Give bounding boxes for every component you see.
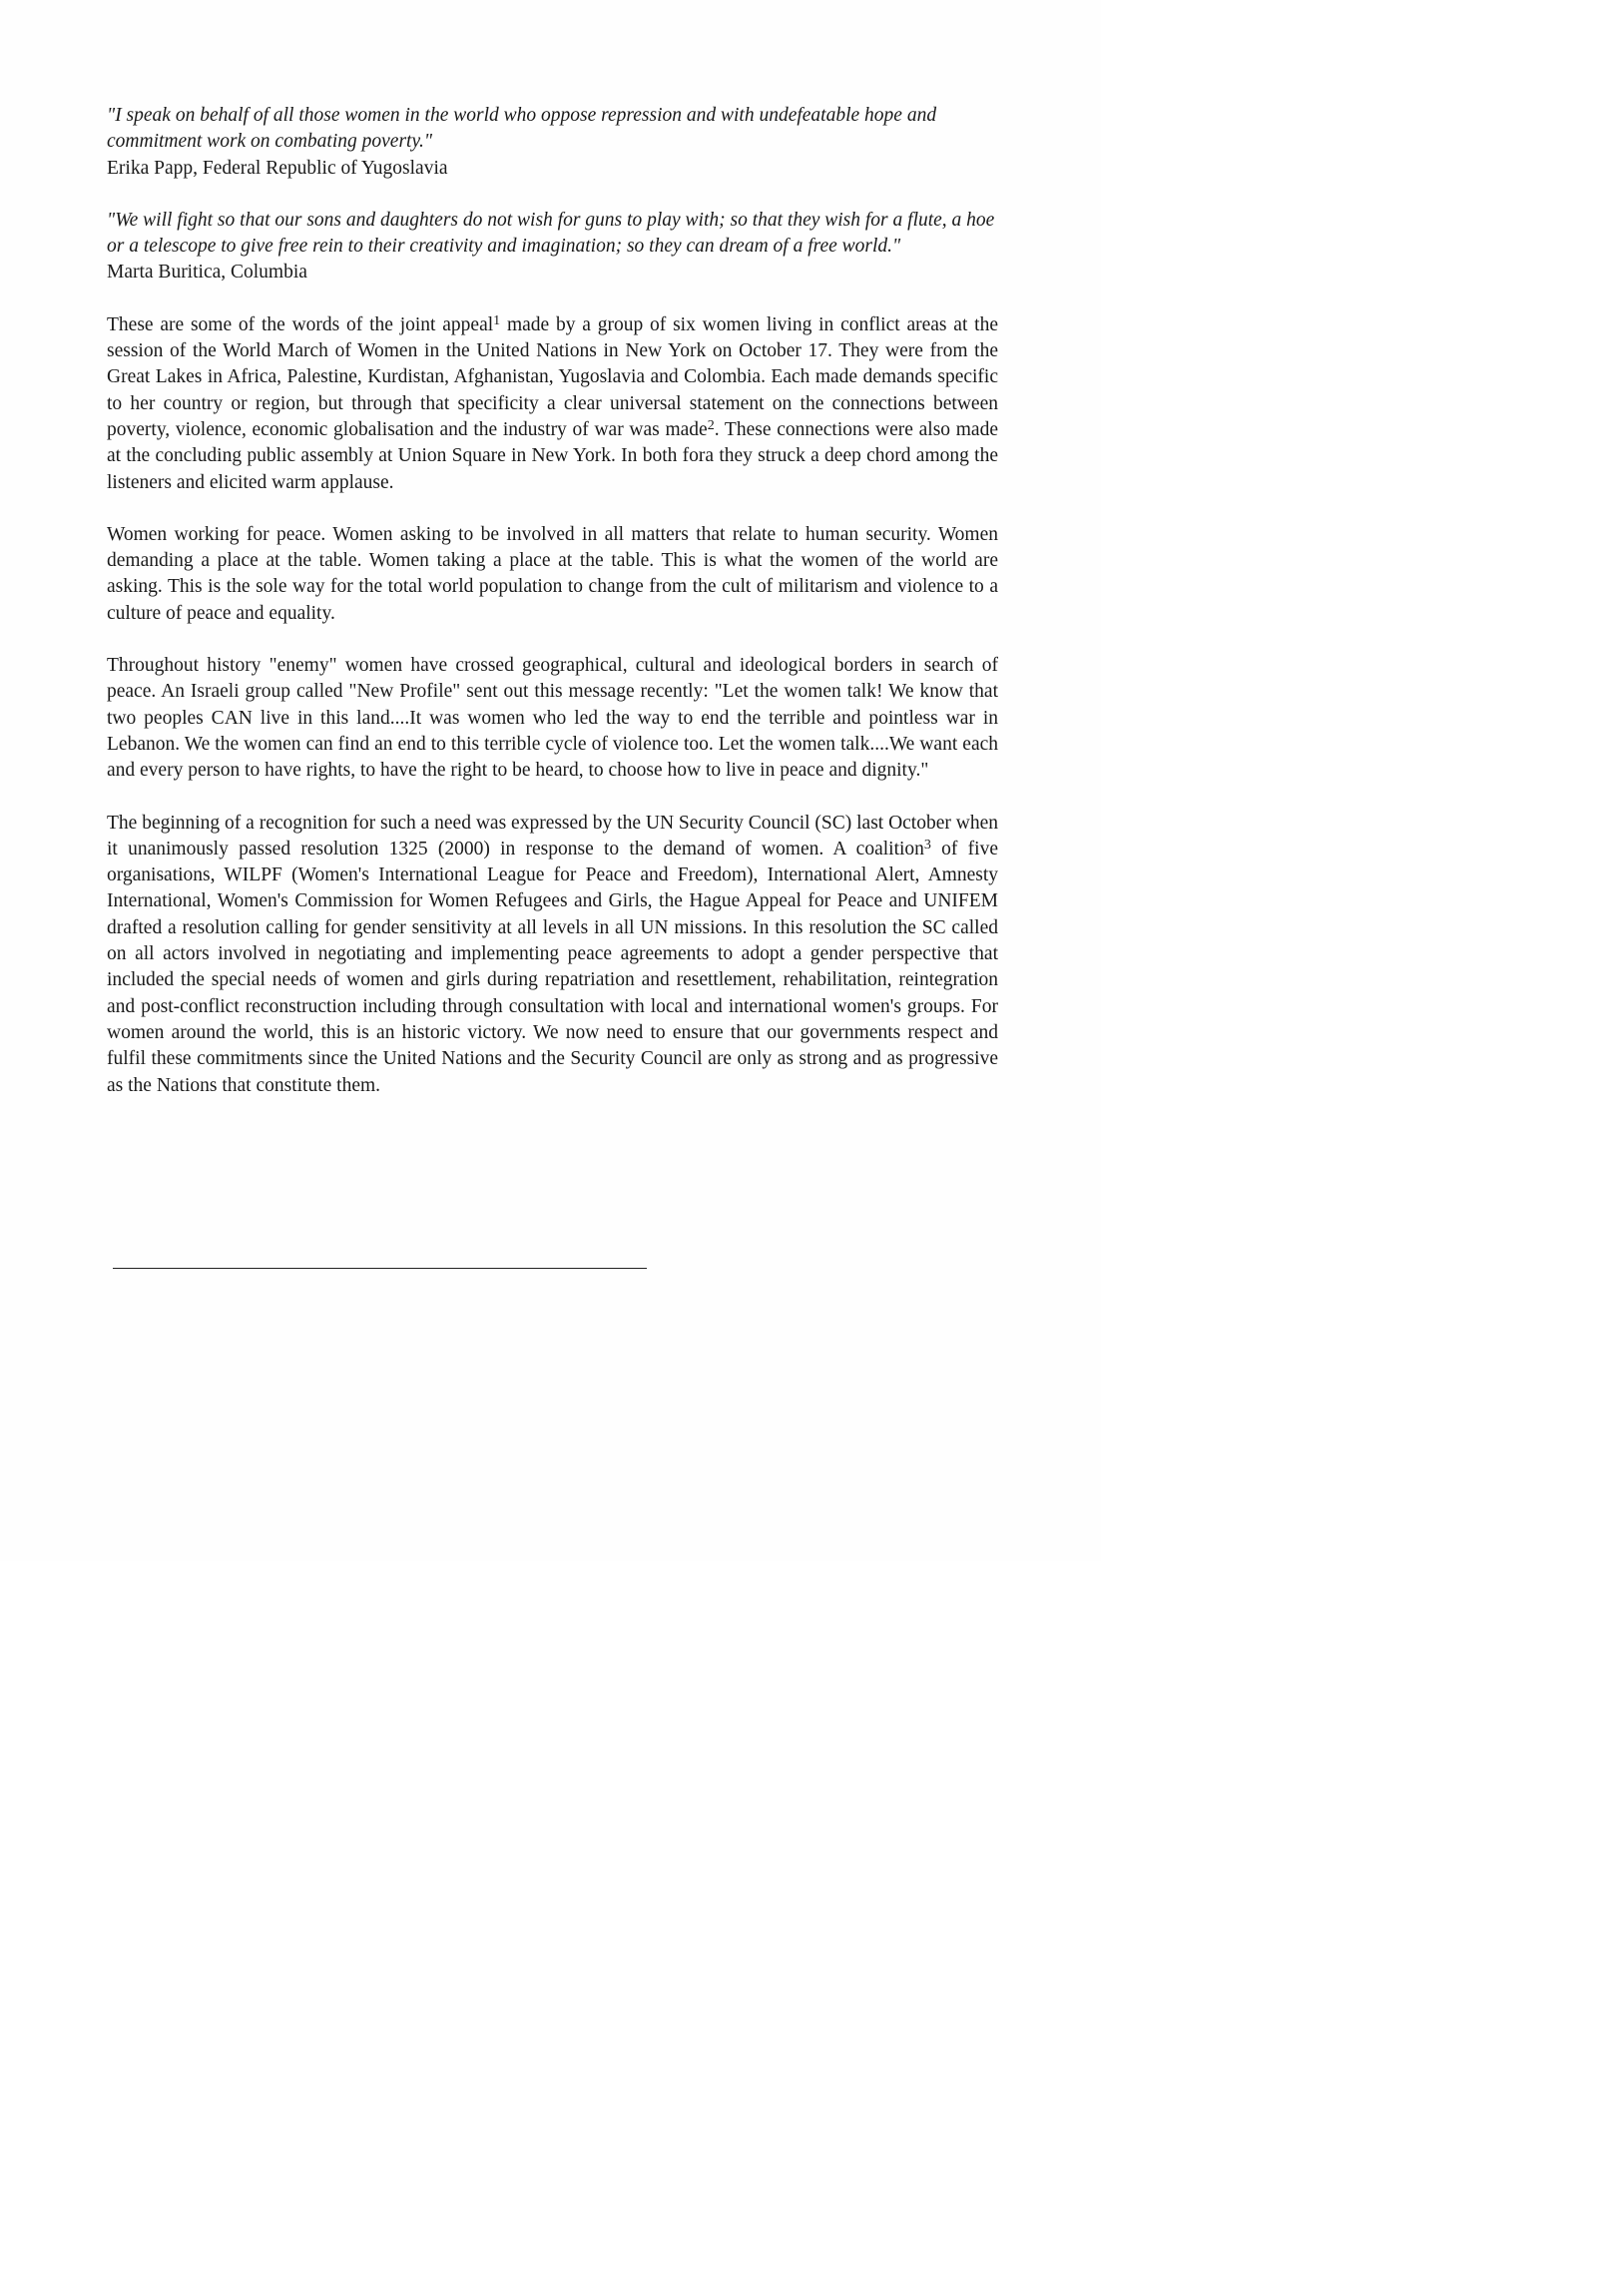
quote-text: "We will fight so that our sons and daughters do not wish for guns to play with; so that they wish for a flute, a hoe or a telescope to give free rein to their creativity and imagination; so they can dream of a free world.": [107, 209, 995, 258]
paragraph-women-peace: Women working for peace. Women asking to be involved in all matters that relate to human security. Women demanding a place at the table. Women taking a place at the table. This is what the women of the world are asking. This is the sole way for the total world population to change from the cult of militarism and violence to a culture of peace and equality.: [107, 523, 998, 624]
footnote-ref-1: 1: [493, 312, 501, 328]
quote-block-buritica: [107, 208, 998, 287]
quote-text: "I speak on behalf of all those women in the world who oppose repression and with undefeatable hope and commitment work on combating poverty.": [107, 105, 937, 153]
paragraph-resolution-1325: [107, 811, 998, 1099]
footnote-separator-line: [113, 1268, 647, 1269]
paragraph-text: . These connections were also made at the concluding public assembly at Union Square in New York. In both fora they struck a deep chord among the listeners and elicited warm applause.: [107, 418, 998, 493]
footnote-ref-2: 2: [707, 417, 715, 433]
quote-attribution: Erika Papp, Federal Republic of Yugoslavia: [107, 157, 448, 179]
paragraph-joint-appeal: [107, 312, 998, 496]
paragraph-text: The beginning of a recognition for such a need was expressed by the UN Security Council (SC) last October when it unanimously passed resolution 1325 (2000) in response to the demand of women. A coalition: [107, 812, 998, 860]
paragraph-text: of five organisations, WILPF (Women's International League for Peace and Freedom), International Alert, Amnesty International, Women's Commission for Women Refugees and Girls, the Hague Appeal for Peace and UNIFEM drafted a resolution calling for gender sensitivity at all levels in all UN missions. In this resolution the SC called on all actors involved in negotiating and implementing peace agreements to adopt a gender perspective that included the special needs of women and girls during repatriation and resettlement, rehabilitation, reintegration and post-conflict reconstruction including through consultation with local and international women's groups. For women around the world, this is an historic victory. We now need to ensure that our governments respect and fulfil these commitments since the United Nations and the Security Council are only as strong and as progressive as the Nations that constitute them.: [107, 838, 998, 1096]
quote-block-papp: [107, 103, 998, 182]
document-body: [107, 103, 998, 1125]
paragraph-text: made by a group of six women living in conflict areas at the session of the World March of Women in the United Nations in New York on October 17. They were from the Great Lakes in Africa, Palestine, Kurdistan, Afghanistan, Yugoslavia and Colombia. Each made demands specific to her country or region, but through that specificity a clear universal statement on the connections between poverty, violence, economic globalisation and the industry of war was made: [107, 313, 998, 440]
document-page: [0, 0, 1101, 1561]
quote-attribution: Marta Buritica, Columbia: [107, 262, 307, 284]
footnote-ref-3: 3: [923, 837, 931, 853]
paragraph-enemy-women: Throughout history "enemy" women have crossed geographical, cultural and ideological borders in search of peace. An Israeli group called "New Profile" sent out this message recently: "Let the women talk! We know that two peoples CAN live in this land....It was women who led the way to end the terrible and pointless war in Lebanon. We the women can find an end to this terrible cycle of violence too. Let the women talk....We want each and every person to have rights, to have the right to be heard, to choose how to live in peace and dignity.": [107, 655, 998, 782]
paragraph-text: These are some of the words of the joint appeal: [107, 313, 494, 335]
